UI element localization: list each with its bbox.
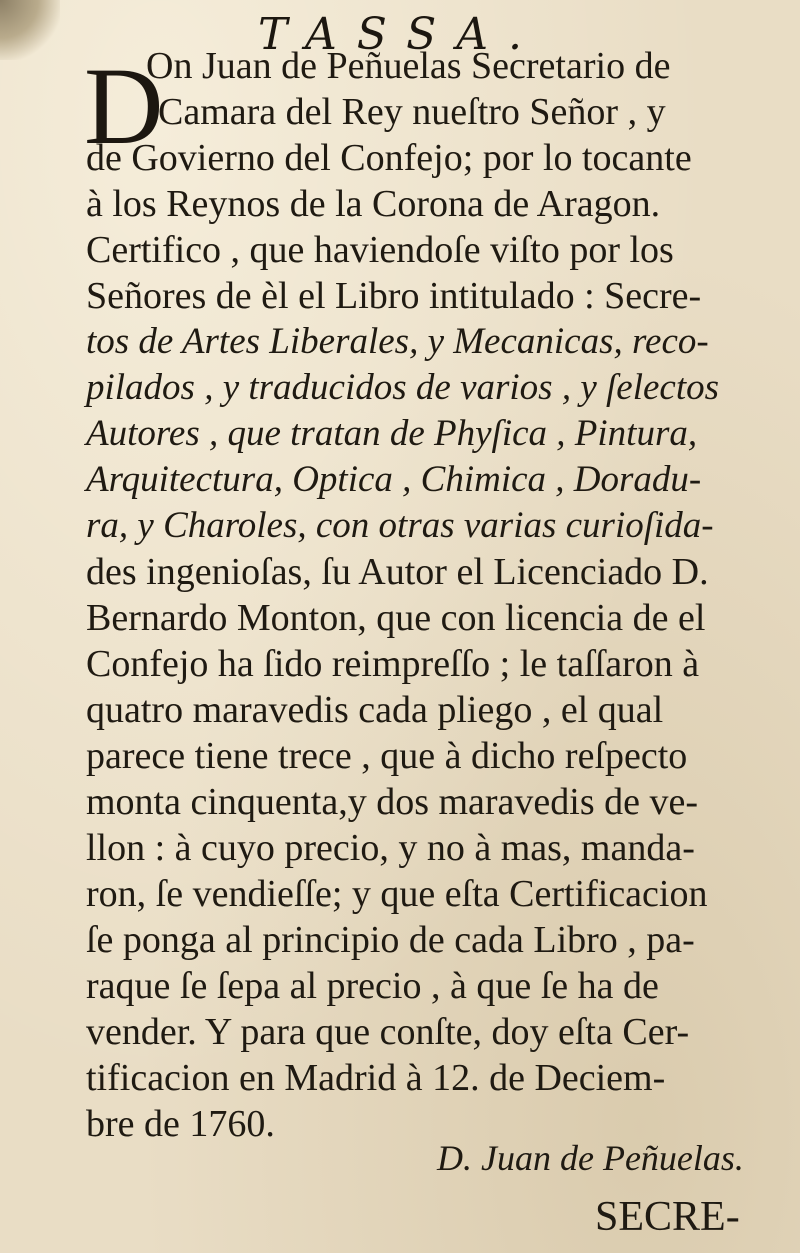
text-line: llon : à cuyo precio, y no à mas, manda- xyxy=(86,827,695,869)
text-line: raque ſe ſepa al precio , à que ſe ha de xyxy=(86,965,659,1007)
text-line: Señores de èl el Libro intitulado : Secre- xyxy=(86,275,702,317)
text-line: quatro maravedis cada pliego , el qual xyxy=(86,689,664,731)
catchword: SECRE- xyxy=(595,1194,740,1240)
text-line: Confejo ha ſido reimpreſſo ; le taſſaron à xyxy=(86,643,700,685)
page-heading: TASSA. xyxy=(258,9,542,60)
signature-line: D. Juan de Peñuelas. xyxy=(437,1138,744,1178)
drop-cap: D xyxy=(84,45,164,167)
text-line: On Juan de Peñuelas Secretario de xyxy=(146,45,671,87)
text-line: tificacion en Madrid à 12. de Deciem- xyxy=(86,1057,666,1099)
text-line: Camara del Rey nueſtro Señor , y xyxy=(158,91,666,133)
text-line: Certifico , que haviendoſe viſto por los xyxy=(86,229,674,271)
text-line: ra, y Charoles, con otras varias curioſida- xyxy=(86,505,714,546)
text-line: des ingenioſas, ſu Autor el Licenciado D. xyxy=(86,551,709,593)
text-line: parece tiene trece , que à dicho reſpecto xyxy=(86,735,688,777)
text-line: à los Reynos de la Corona de Aragon. xyxy=(86,183,661,225)
text-line: pilados , y traducidos de varios , y ſelectos xyxy=(86,367,720,408)
text-line: Arquitectura, Optica , Chimica , Doradu- xyxy=(86,459,702,500)
text-line: Bernardo Monton, que con licencia de el xyxy=(86,597,706,639)
text-line: de Govierno del Confejo; por lo tocante xyxy=(86,137,692,179)
text-line: Autores , que tratan de Phyſica , Pintura, xyxy=(86,413,698,454)
text-line: vender. Y para que conſte, doy eſta Cer- xyxy=(86,1011,690,1053)
text-line: monta cinquenta,y dos maravedis de ve- xyxy=(86,781,699,823)
text-line: ſe ponga al principio de cada Libro , pa- xyxy=(86,919,695,961)
text-line: tos de Artes Liberales, y Mecanicas, reco- xyxy=(86,321,709,362)
text-line: bre de 1760. xyxy=(86,1103,275,1145)
text-line: ron, ſe vendieſſe; y que eſta Certificacion xyxy=(86,873,708,915)
